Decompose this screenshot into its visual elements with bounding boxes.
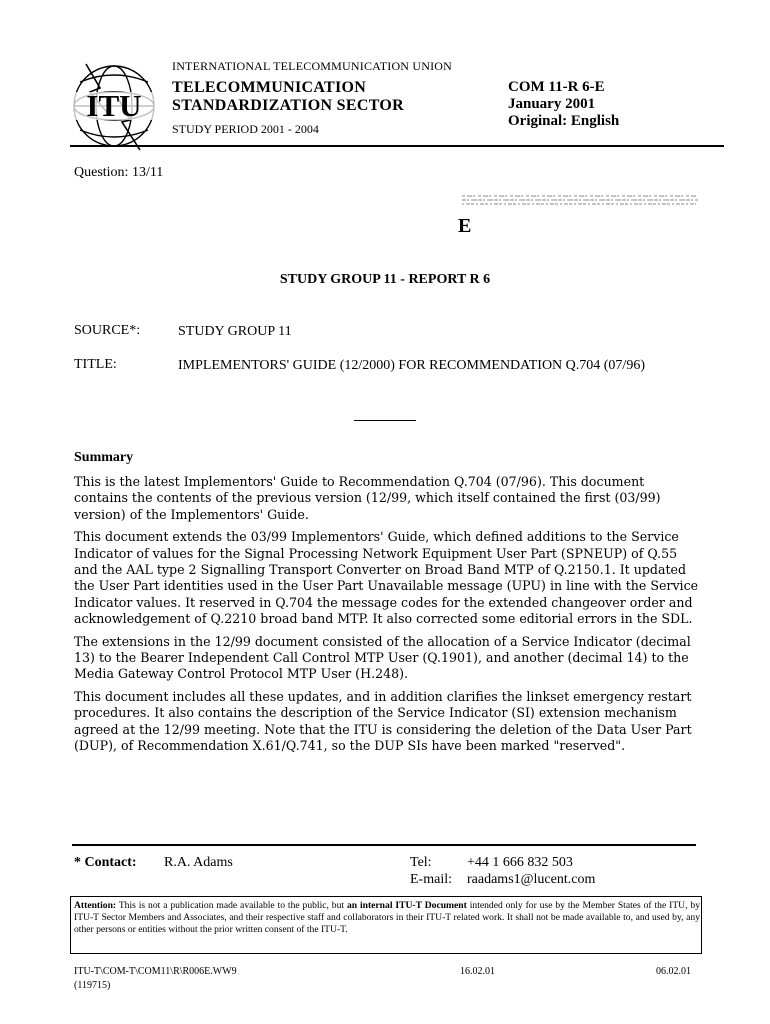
document-identifier [508,79,619,130]
document-date: January 2001 [508,96,596,112]
report-title: STUDY GROUP 11 - REPORT R 6 [279,272,491,287]
source-value: STUDY GROUP 11 [178,324,292,339]
contact-label: * Contact: [74,855,137,870]
email-address: raadams1@lucent.com [467,872,596,887]
question-number: Question: 13/11 [74,165,164,180]
attention-text: intended only for use by the Member States of the ITU, by ITU-T Sector Members and Associates, and their respective staff and collaborators in their ITU-T related work. It shall not be made available to, and used by, any other persons or entities without the prior written consent of the ITU-T. [74,900,700,936]
study-period: STUDY PERIOD 2001 - 2004 [172,122,319,136]
telephone-label: Tel: [410,855,432,870]
source-label: SOURCE*: [74,323,141,338]
attention-lead: Attention: [74,900,117,911]
separator-rule [354,420,416,421]
attention-emphasis: an internal ITU-T Document [346,900,467,911]
telephone-number: +44 1 666 832 503 [467,855,573,870]
summary-heading: Summary [74,450,134,465]
attention-notice [70,896,702,954]
summary-paragraph: This is the latest Implementors' Guide to Recommendation Q.704 (07/96). This document contains the contents of the previous version (12/99, which itself contained the first (03/99) version) of the Implementors' Guide. [74,474,661,522]
itu-logo [66,58,162,154]
footer-save-date: 06.02.01 [656,966,691,977]
sector-name: TELECOMMUNICATION STANDARDIZATION SECTOR [172,79,404,114]
blurred-stamp [460,193,700,207]
summary-paragraph: This document extends the 03/99 Implementors' Guide, which defined additions to the Service Indicator of values for the Signal Processing Network Equipment User Part (SPNEUP) of Q.55 and the AAL type 2 Signalling Transport Converter on Broad Band MTP of Q.2150.1. It updated the User Part identities used in the User Part Unavailable message (UPU) in line with the Service Indicator values. It reserved in Q.704 the message codes for the extended changeover order and acknowledgement of Q.2210 broad band MTP. It also corrected some editorial errors in the SDL. [74,529,699,627]
summary-paragraph: The extensions in the 12/99 document consisted of the allocation of a Service Indicator (decimal 13) to the Bearer Independent Call Control MTP User (Q.1901), and another (decimal 14) to the Media Gateway Control Protocol MTP User (H.248). [74,633,691,682]
title-label: TITLE: [74,357,117,372]
organization-name: INTERNATIONAL TELECOMMUNICATION UNION [172,59,453,73]
document-original-language: Original: English [508,113,620,129]
footer-document-id: (119715) [74,980,111,991]
contact-divider [72,844,696,846]
summary-body [74,474,700,761]
footer-file-path: ITU-T\COM-T\COM11\R\R006E.WW9 [74,966,237,977]
email-label: E-mail: [410,872,452,887]
footer-print-date: 16.02.01 [460,966,495,977]
svg-text:ITU: ITU [86,88,142,123]
footer-file-info [74,965,237,993]
contact-name: R.A. Adams [164,855,233,870]
header-divider [70,145,724,147]
summary-paragraph: This document includes all these updates, and in addition clarifies the linkset emergency restart procedures. It also contains the description of the Service Indicator (SI) extension mechanism agreed at the 12/99 meeting. Note that the ITU is considering the deletion of the Data User Part (DUP), of Recommendation X.61/Q.741, so the DUP SIs have been marked "reserved". [74,688,692,754]
title-value: IMPLEMENTORS' GUIDE (12/2000) FOR RECOMMENDATION Q.704 (07/96) [178,358,645,373]
document-number: COM 11-R 6-E [508,79,605,95]
language-code: E [458,215,472,237]
attention-text: This is not a publication made available to the public, but [116,900,347,911]
